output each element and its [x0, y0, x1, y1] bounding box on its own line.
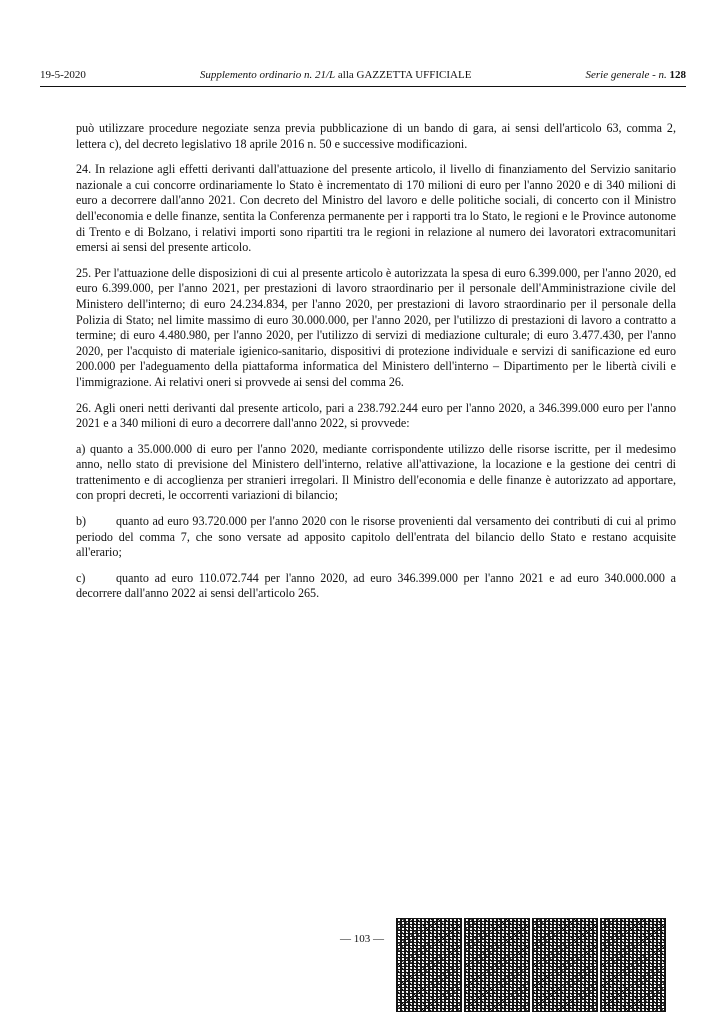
paragraph-25: 25. Per l'attuazione delle disposizioni di cui al presente articolo è autorizzata la spesa di euro 6.399.000, per l'anno 2020, ed euro 6.399.000, per l'anno 2021, per prestazioni di lavoro straordinario per il personale dell'Amministrazione civile del Ministero dell'interno; di euro 24.234.834, per l'anno 2020, per prestazioni di lavoro straordinario per il personale della Polizia di Stato; nel limite massimo di euro 30.000.000, per l'anno 2020, per l'utilizzo di prestazioni di lavoro a contratto a termine; di euro 4.480.980, per l'anno 2020, per l'utilizzo di servizi di mediazione culturale; di euro 3.477.430, per l'anno 2020, per l'acquisto di materiale igienico-sanitario, dispositivi di protezione individuale e servizi di sanificazione ed euro 200.000 per l'adeguamento della piattaforma informatica del Ministero dell'interno – Dipartimento per le libertà civili e l'immigrazione. Ai relativi oneri si provvede ai sensi del comma 26. — [76, 265, 676, 389]
header-date: 19-5-2020 — [40, 69, 86, 81]
header-publication-supplement: Supplemento ordinario n. 21/L — [199, 69, 336, 81]
header-publication-gazzetta: alla GAZZETTA UFFICIALE — [335, 69, 472, 81]
header-series — [585, 68, 686, 82]
header-divider — [40, 86, 686, 87]
paragraph-item-c — [76, 571, 676, 602]
header-series-label: Serie generale - n. — [585, 69, 670, 81]
item-b-label: b) — [76, 514, 87, 529]
header-publication — [200, 68, 472, 82]
paragraph-24: 24. In relazione agli effetti derivanti dall'attuazione del presente articolo, il livello di finanziamento del Servizio sanitario nazionale a cui concorre ordinariamente lo Stato è incrementato di 170 milioni di euro per l'anno 2020 e di 340 milioni di euro a decorrere dall'anno 2021. Con decreto del Ministro del lavoro e delle politiche sociali, di concerto con il Ministro dell'economia e delle finanze, sentita la Conferenza permanente per i rapporti tra lo Stato, le regioni e le Province autonome di Trento e di Bolzano, i relativi importi sono ripartiti tra le regioni in relazione al numero dei lavoratori extracomunitari emersi ai sensi del presente articolo. — [76, 162, 676, 255]
paragraph-continuation: può utilizzare procedure negoziate senza previa pubblicazione di un bando di gara, ai sensi dell'articolo 63, comma 2, lettera c), del decreto legislativo 18 aprile 2016 n. 50 e successive modificazioni. — [76, 121, 676, 151]
page-number: — 103 — — [340, 933, 384, 945]
header-series-number: 128 — [669, 69, 686, 81]
document-body — [76, 121, 676, 612]
paragraph-26: 26. Agli oneri netti derivanti dal presente articolo, pari a 238.792.244 euro per l'anno 2020, a 346.399.000 euro per l'anno 2021 e a 340 milioni di euro a decorrere dall'anno 2022, si provvede: — [76, 400, 676, 431]
item-b-text: quanto ad euro 93.720.000 per l'anno 2020 con le risorse provenienti dal versamento dei contributi di cui al primo periodo del comma 7, che sono versate ad apposito capitolo dell'entrata del bilancio dello Stato e restano acquisite all'erario; — [76, 514, 676, 560]
datamatrix-code-icon — [532, 918, 598, 1012]
datamatrix-code-icon — [464, 918, 530, 1012]
datamatrix-codes — [396, 918, 666, 1012]
page-header — [40, 68, 686, 82]
item-c-label: c) — [76, 570, 86, 585]
paragraph-item-b — [76, 514, 676, 561]
datamatrix-code-icon — [396, 918, 462, 1012]
paragraph-item-a: a) quanto a 35.000.000 di euro per l'anno 2020, mediante corrispondente utilizzo delle risorse iscritte, per il medesimo anno, nello stato di previsione del Ministero dell'interno, relative all'attivazione, la locazione e la gestione dei centri di trattenimento e di accoglienza per stranieri irregolari. Il Ministro dell'economia e delle finanze è autorizzato ad apportare, con propri decreti, le occorrenti variazioni di bilancio; — [76, 441, 676, 503]
item-c-text: quanto ad euro 110.072.744 per l'anno 2020, ad euro 346.399.000 per l'anno 2021 e ad euro 340.000.000 a decorrere dall'anno 2022 ai sensi dell'articolo 265. — [76, 570, 676, 601]
datamatrix-code-icon — [600, 918, 666, 1012]
